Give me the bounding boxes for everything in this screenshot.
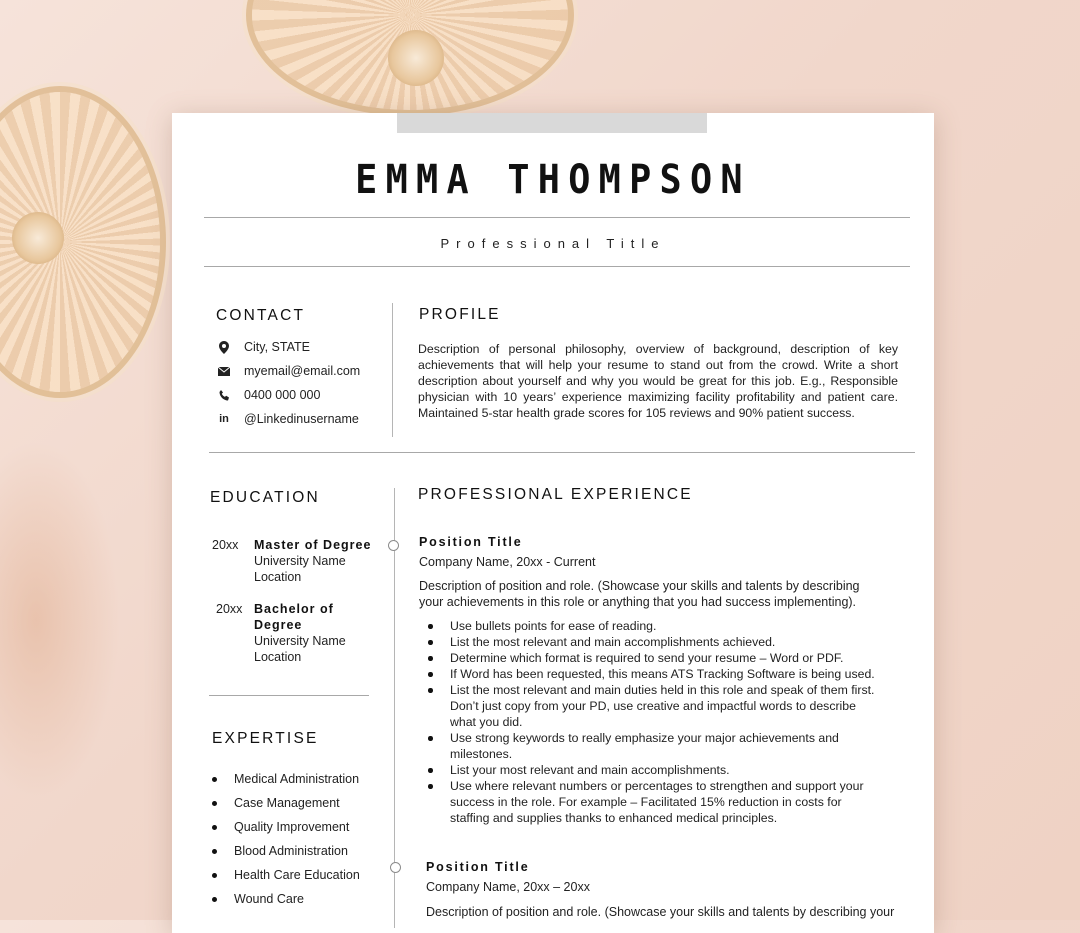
- education-location: Location: [254, 650, 302, 664]
- position-description: Description of position and role. (Showcase your skills and talents by describing your: [426, 905, 895, 919]
- list-item: List the most relevant and main accomplishments achieved.: [420, 634, 880, 650]
- list-item: Case Management: [212, 791, 360, 815]
- list-item: Use bullets points for ease of reading.: [420, 618, 880, 634]
- phone-icon: [216, 388, 232, 402]
- divider: [209, 695, 369, 696]
- experience-heading: PROFESSIONAL EXPERIENCE: [418, 486, 693, 503]
- list-item: If Word has been requested, this means ATS Tracking Software is being used.: [420, 666, 880, 682]
- divider: [204, 217, 910, 218]
- champagne-glass-image: [252, 0, 568, 110]
- list-item: List the most relevant and main duties held in this role and speak of them first. Don’t just copy from your PD, use creative and impactful words to describe what you did.: [420, 682, 880, 730]
- envelope-icon: [216, 364, 232, 378]
- list-item: Health Care Education: [212, 863, 360, 887]
- expertise-heading: EXPERTISE: [212, 730, 319, 747]
- divider: [209, 452, 915, 453]
- contact-phone-text: 0400 000 000: [244, 388, 321, 402]
- contact-location-text: City, STATE: [244, 340, 310, 354]
- timeline-dot: [388, 540, 399, 551]
- expertise-list: [212, 767, 360, 911]
- location-pin-icon: [216, 340, 232, 354]
- candidate-name: EMMA THOMPSON: [355, 157, 751, 203]
- contact-email: [216, 364, 360, 378]
- company-name: Company Name, 20xx – 20xx: [426, 880, 590, 894]
- company-name: Company Name, 20xx - Current: [419, 555, 596, 569]
- list-item: Wound Care: [212, 887, 360, 911]
- contact-email-text: myemail@email.com: [244, 364, 361, 378]
- position-title: Position Title: [419, 535, 523, 549]
- list-item: Use strong keywords to really emphasize your major achievements and milestones.: [420, 730, 880, 762]
- contact-linkedin-text: @Linkedinusername: [244, 412, 359, 426]
- professional-title: Professional Title: [440, 236, 666, 251]
- tape-strip: [397, 113, 707, 133]
- contact-heading: CONTACT: [216, 307, 306, 324]
- education-school: University Name: [254, 634, 346, 648]
- education-heading: EDUCATION: [210, 489, 320, 506]
- list-item: Medical Administration: [212, 767, 360, 791]
- divider: [204, 266, 910, 267]
- list-item: List your most relevant and main accomplishments.: [420, 762, 880, 778]
- linkedin-icon: in: [219, 413, 229, 425]
- column-divider: [392, 303, 393, 437]
- resume-page: [172, 113, 934, 933]
- list-item: Use where relevant numbers or percentages to strengthen and support your success in the role. For example – Facilitated 15% reduction in costs for staffing and supplies thanks to enhanced medical principles.: [420, 778, 880, 826]
- education-location: Location: [254, 570, 302, 584]
- position-description: Description of position and role. (Showcase your skills and talents by describing your achievements in this role or anything that you had success implementing).: [419, 579, 860, 609]
- profile-heading: PROFILE: [419, 306, 501, 323]
- education-degree: Bachelor of Degree: [254, 602, 334, 632]
- contact-linkedin: [216, 412, 359, 426]
- list-item: Determine which format is required to send your resume – Word or PDF.: [420, 650, 880, 666]
- timeline-dot: [390, 862, 401, 873]
- profile-text: Description of personal philosophy, overview of background, description of key achievements that will help your resume to stand out from the crowd. Write a short description about yourself and why you would be great for this job. E.g., Responsible physician with 10 years’ experience maximizing facility profitability and patient care. Maintained 5-star health grade scores for 105 reviews and 90% patient success.: [418, 342, 898, 420]
- list-item: Quality Improvement: [212, 815, 360, 839]
- education-year: 20xx: [216, 602, 243, 616]
- background-shadow: [0, 440, 120, 800]
- contact-location: [216, 340, 310, 354]
- list-item: Blood Administration: [212, 839, 360, 863]
- position-title: Position Title: [426, 860, 530, 874]
- education-school: University Name: [254, 554, 346, 568]
- champagne-glass-image: [0, 92, 160, 392]
- position-bullets: [420, 618, 880, 826]
- education-year: 20xx: [212, 538, 239, 552]
- education-degree: Master of Degree: [254, 538, 372, 552]
- contact-phone: [216, 388, 320, 402]
